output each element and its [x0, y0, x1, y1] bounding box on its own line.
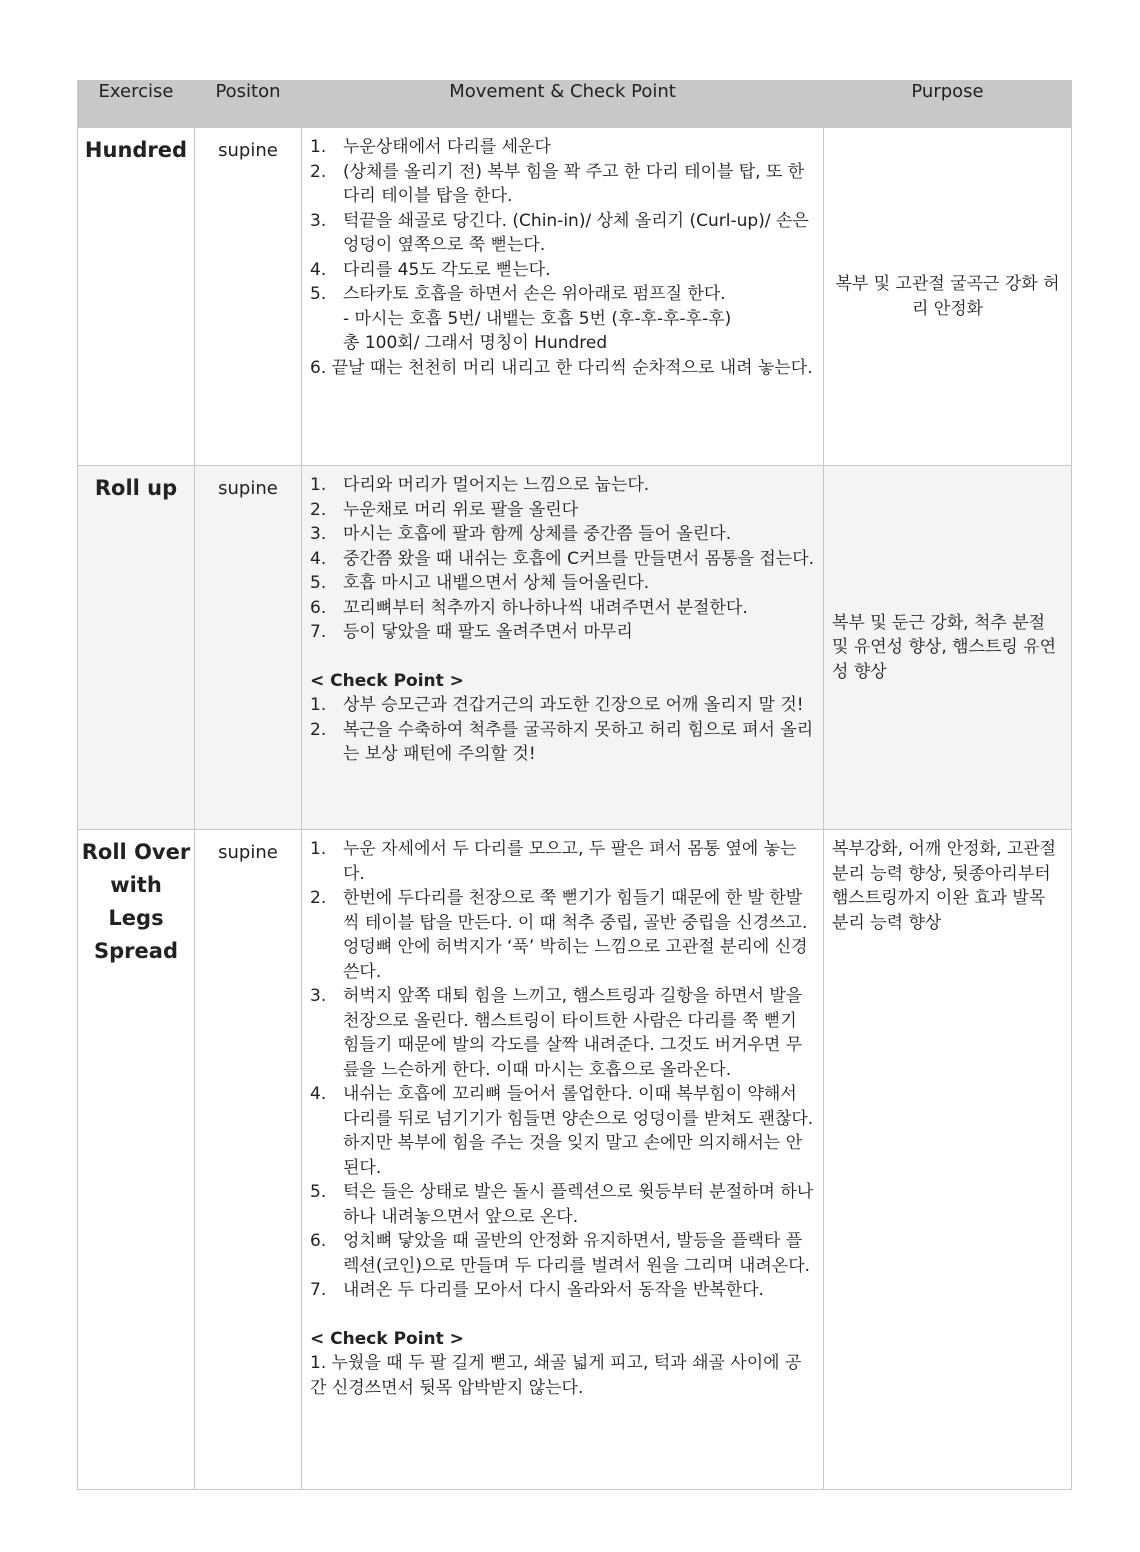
step-item: 3. 턱끝을 쇄골로 당긴다. (Chin-in)/ 상체 올리기 (Curl-up)/ 손은 엉덩이 옆쪽으로 쭉 뻗는다. [310, 210, 809, 255]
header-exercise: Exercise [78, 81, 195, 128]
step-item: 1. 누운 자세에서 두 다리를 모으고, 두 팔은 펴서 몸통 옆에 놓는다. [310, 839, 797, 884]
step-item: 2. (상체를 올리기 전) 복부 힘을 꽉 주고 한 다리 테이블 탑, 또 한다리 테이블 탑을 한다. [310, 161, 805, 206]
check-point-heading: < Check Point > [310, 1328, 464, 1349]
table-row [78, 128, 1072, 466]
step-item: 3. 마시는 호흡에 팔과 함께 상체를 중간쯤 들어 올린다. [310, 524, 732, 544]
purpose-cell: 복부 및 둔근 강화, 척추 분절 및 유연성 향상, 햄스트링 유연성 향상 [824, 466, 1072, 830]
header-purpose: Purpose [824, 81, 1072, 128]
step-item: 4. 중간쯤 왔을 때 내쉬는 호흡에 C커브를 만들면서 몸통을 접는다. [310, 548, 815, 569]
step-item: 1. 다리와 머리가 멀어지는 느낌으로 눕는다. [310, 475, 650, 495]
table-header-row [78, 81, 1072, 128]
movement-cell [302, 466, 824, 830]
exercise-table [77, 80, 1072, 1490]
exercise-position: supine [195, 128, 302, 466]
movement-cell [302, 128, 824, 466]
check-item: 1. 누웠을 때 두 팔 길게 뻗고, 쇄골 넓게 피고, 턱과 쇄골 사이에 공간 신경쓰면서 뒷목 압박받지 않는다. [310, 1353, 802, 1398]
step-item: 2. 누운채로 머리 위로 팔을 올린다 [310, 499, 579, 520]
step-extra: 6. 끝날 때는 천천히 머리 내리고 한 다리씩 순차적으로 내려 놓는다. [310, 357, 813, 378]
step-item: 5. 호흡 마시고 내뱉으면서 상체 들어올린다. [310, 573, 650, 593]
step-item: 4. 다리를 45도 각도로 뻗는다. [310, 259, 551, 280]
step-subnote: - 마시는 호흡 5번/ 내뱉는 호흡 5번 (후-후-후-후-후) [343, 308, 732, 329]
check-item: 2. 복근을 수축하여 척추를 굴곡하지 못하고 허리 힘으로 펴서 올리는 보상 패턴에 주의할 것! [310, 719, 814, 764]
purpose-cell: 복부 및 고관절 굴곡근 강화 허리 안정화 [824, 128, 1072, 466]
movement-cell [302, 830, 824, 1490]
step-item: 5. 스타카토 호흡을 하면서 손은 위아래로 펌프질 한다. [310, 284, 726, 304]
step-item: 7. 내려온 두 다리를 모아서 다시 올라와서 동작을 반복한다. [310, 1280, 764, 1300]
step-item: 3. 허벅지 앞쪽 대퇴 힘을 느끼고, 햄스트링과 길항을 하면서 발을 천장으로 올린다. 햄스트링이 타이트한 사람은 다리를 쭉 뻗기 힘들기 때문에 발의 각도를 살짝 내려준다. 그것도 버거우면 무릎을 느슨하게 한다. 이때 마시는 호흡으로 올라온다. [310, 986, 803, 1080]
check-item: 1. 상부 승모근과 견갑거근의 과도한 긴장으로 어깨 올리지 말 것! [310, 695, 804, 715]
step-item: 2. 한번에 두다리를 천장으로 쭉 뻗기가 힘들기 때문에 한 발 한발씩 테이블 탑을 만든다. 이 때 척추 중립, 골반 중립을 신경쓰고. 엉덩뼈 안에 허벅지가 ‘푹’ 박히는 느낌으로 고관절 분리에 신경쓴다. [310, 888, 808, 982]
table-row [78, 466, 1072, 830]
step-item: 5. 턱은 들은 상태로 발은 돌시 플렉션으로 윗등부터 분절하며 하나하나 내려놓으면서 앞으로 온다. [310, 1182, 814, 1227]
header-movement: Movement & Check Point [302, 81, 824, 128]
exercise-name: Roll Over with Legs Spread [78, 830, 195, 1490]
step-item: 6. 엉치뼈 닿았을 때 골반의 안정화 유지하면서, 발등을 플랙타 플렉션(코인)으로 만들며 두 다리를 벌려서 원을 그리며 내려온다. [310, 1231, 811, 1276]
purpose-cell: 복부강화, 어깨 안정화, 고관절 분리 능력 향상, 뒷종아리부터 햄스트링까지 이완 효과 발목 분리 능력 향상 [824, 830, 1072, 1490]
exercise-name: Hundred [78, 128, 195, 466]
step-item: 1. 누운상태에서 다리를 세운다 [310, 137, 551, 157]
check-point-heading: < Check Point > [310, 670, 464, 691]
step-item: 7. 등이 닿았을 때 팔도 올려주면서 마무리 [310, 622, 633, 642]
table-row [78, 830, 1072, 1490]
header-position: Positon [195, 81, 302, 128]
exercise-position: supine [195, 830, 302, 1490]
step-item: 4. 내쉬는 호흡에 꼬리뼈 들어서 롤업한다. 이때 복부힘이 약해서 다리를 뒤로 넘기기가 힘들면 양손으로 엉덩이를 받쳐도 괜찮다. 하지만 복부에 힘을 주는 것을 잊지 말고 손에만 의지해서는 안된다. [310, 1084, 814, 1178]
step-subnote: 총 100회/ 그래서 명칭이 Hundred [343, 333, 608, 353]
step-item: 6. 꼬리뼈부터 척추까지 하나하나씩 내려주면서 분절한다. [310, 597, 748, 618]
exercise-name: Roll up [78, 466, 195, 830]
exercise-position: supine [195, 466, 302, 830]
